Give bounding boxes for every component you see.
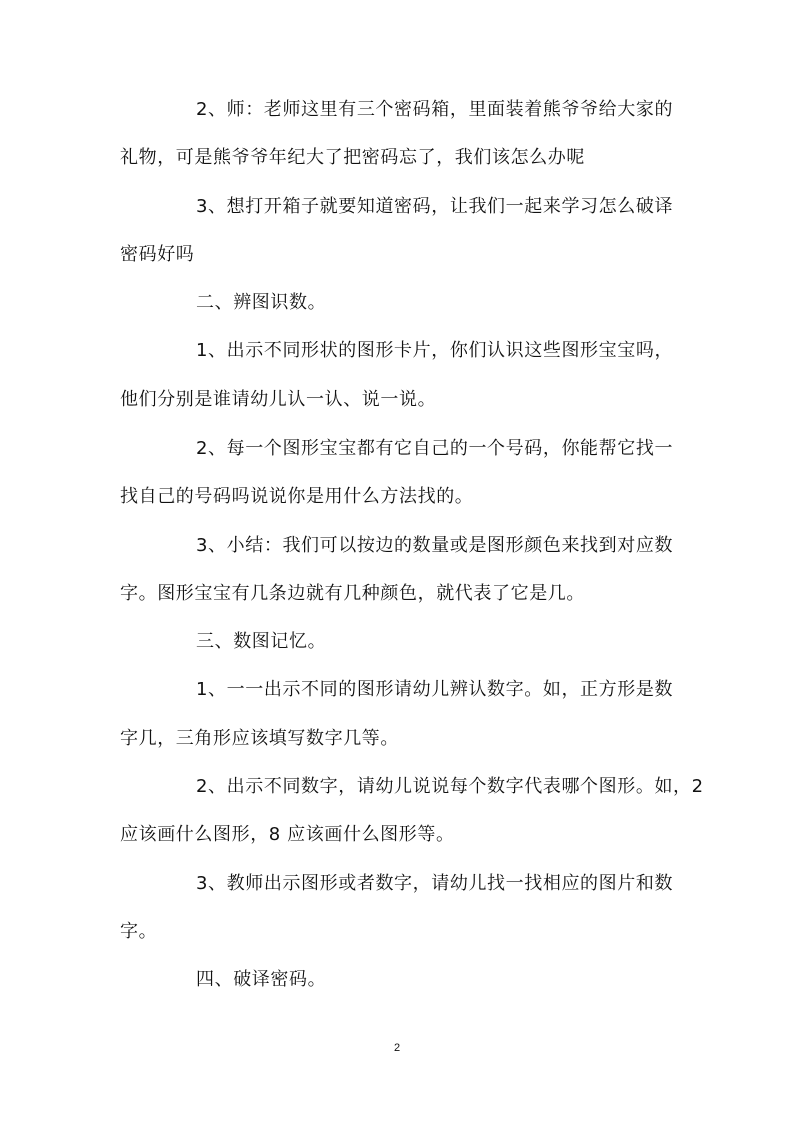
paragraph-line: 2、每一个图形宝宝都有它自己的一个号码，你能帮它找一 [196, 438, 674, 459]
paragraph-line: 字几，三角形应该填写数字几等。 [120, 728, 399, 749]
section-heading: 二、辨图识数。 [196, 292, 327, 313]
paragraph-line: 字。 [120, 921, 158, 942]
paragraph-line: 他们分别是谁请幼儿认一认、说一说。 [120, 389, 437, 410]
paragraph-line: 3、小结：我们可以按边的数量或是图形颜色来找到对应数 [196, 535, 674, 556]
section-heading: 三、数图记忆。 [196, 631, 327, 652]
section-heading: 四、破译密码。 [196, 969, 327, 990]
paragraph-line: 2、师：老师这里有三个密码箱，里面装着熊爷爷给大家的 [196, 99, 674, 120]
paragraph-line: 1、一一出示不同的图形请幼儿辨认数字。如，正方形是数 [196, 679, 674, 700]
paragraph-line: 2、出示不同数字，请幼儿说说每个数字代表哪个图形。如，2 [196, 776, 704, 797]
paragraph-line: 3、想打开箱子就要知道密码，让我们一起来学习怎么破译 [196, 196, 674, 217]
paragraph-line: 找自己的号码吗说说你是用什么方法找的。 [120, 486, 474, 507]
paragraph-line: 1、出示不同形状的图形卡片，你们认识这些图形宝宝吗， [196, 340, 674, 361]
paragraph-line: 字。图形宝宝有几条边就有几种颜色，就代表了它是几。 [120, 583, 585, 604]
paragraph-line: 密码好吗 [120, 244, 195, 265]
paragraph-line: 3、教师出示图形或者数字，请幼儿找一找相应的图片和数 [196, 873, 674, 894]
paragraph-line: 礼物，可是熊爷爷年纪大了把密码忘了，我们该怎么办呢 [120, 147, 585, 168]
page-number: 2 [393, 1042, 401, 1054]
paragraph-line: 应该画什么图形，8 应该画什么图形等。 [120, 824, 455, 845]
